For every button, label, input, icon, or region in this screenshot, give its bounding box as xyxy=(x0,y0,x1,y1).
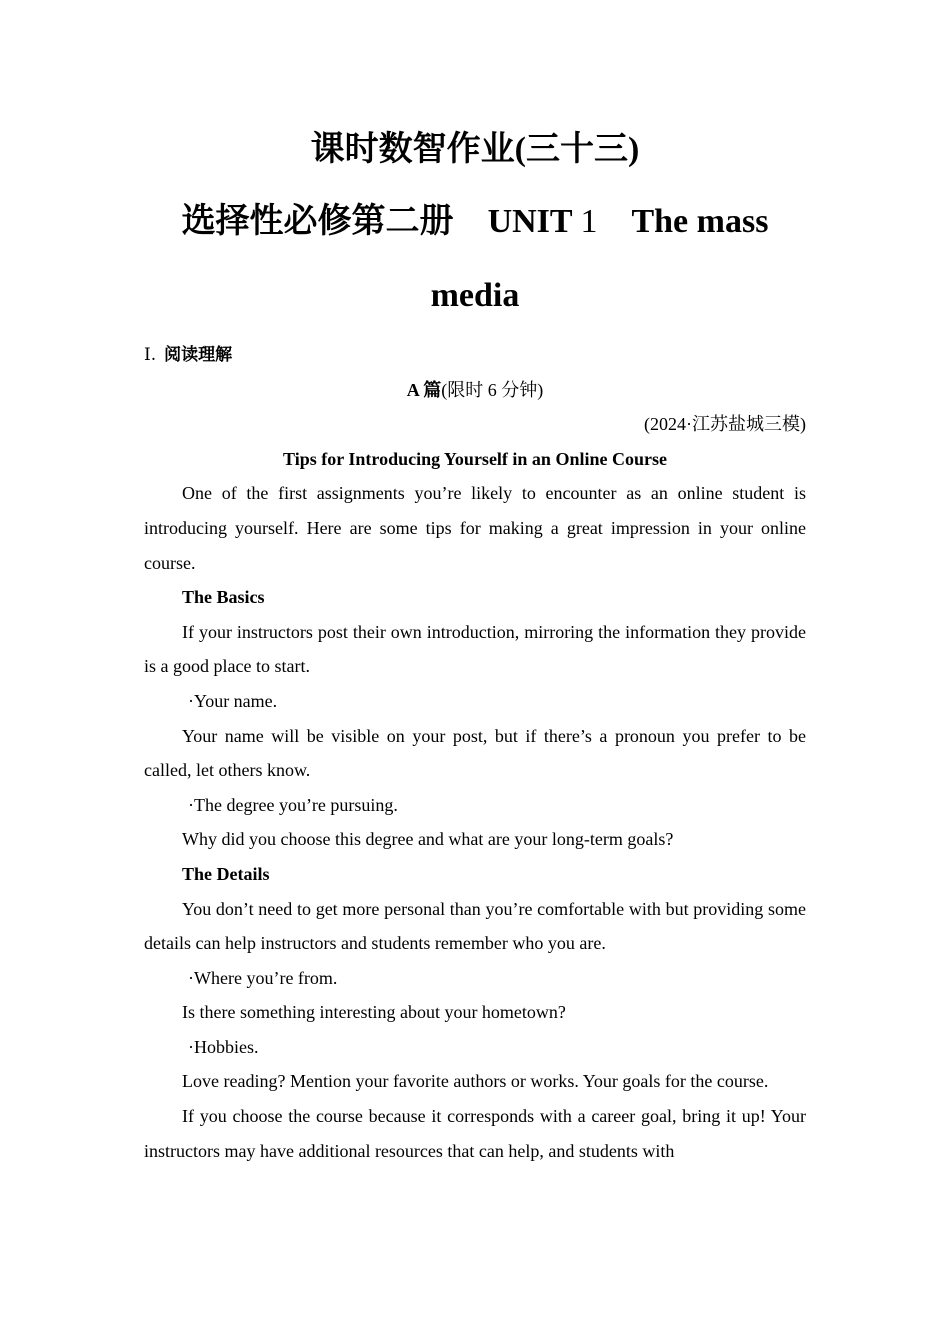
passage-title: Tips for Introducing Yourself in an Online Course xyxy=(283,448,667,469)
section-label: 阅读理解 xyxy=(164,345,233,365)
basics-paragraph: If your instructors post their own introduction, mirroring the information they provide is a good place to start. xyxy=(144,621,806,677)
name-paragraph: Your name will be visible on your post, but if there’s a pronoun you prefer to be called, let others know. xyxy=(144,725,806,781)
details-heading: The Details xyxy=(182,863,270,884)
bullet-name: ·Your name. xyxy=(188,690,278,711)
passage-label-line xyxy=(144,373,806,408)
section-numeral: Ⅰ. xyxy=(144,345,157,365)
unit-title-part2: media xyxy=(430,277,520,314)
passage-source: (2024·江苏盐城三模) xyxy=(644,414,806,435)
subtitle-line xyxy=(0,202,950,242)
page-title: 课时数智作业(三十三) xyxy=(310,131,640,168)
book-name: 选择性必修第二册 xyxy=(181,203,454,240)
intro-paragraph: One of the first assignments you’re likely to encounter as an online student is introducing yourself. Here are some tips for making a great impression in your online course. xyxy=(144,483,806,573)
goal-paragraph: If you choose the course because it corresponds with a career goal, bring it up! Your instructors may have additional resources that can help, and students with xyxy=(144,1106,806,1161)
bullet-where: ·Where you’re from. xyxy=(188,967,338,988)
unit-label: UNIT xyxy=(487,203,572,240)
bullet-hobbies: ·Hobbies. xyxy=(188,1036,259,1057)
degree-paragraph: Why did you choose this degree and what are your long-term goals? xyxy=(182,829,674,850)
unit-number: 1 xyxy=(580,203,598,240)
details-paragraph: You don’t need to get more personal than you’re comfortable with but providing some details can help instructors and students remember who you are. xyxy=(144,898,806,954)
where-paragraph: Is there something interesting about your hometown? xyxy=(182,1002,566,1023)
passage-label: A 篇 xyxy=(406,379,442,400)
hobbies-paragraph: Love reading? Mention your favorite authors or works. Your goals for the course. xyxy=(182,1071,769,1092)
section-heading xyxy=(144,338,806,373)
bullet-degree: ·The degree you’re pursuing. xyxy=(188,794,398,815)
time-limit: (限时 6 分钟) xyxy=(441,379,544,400)
unit-title-part1: The mass xyxy=(631,203,769,240)
document-body xyxy=(144,338,806,1168)
basics-heading: The Basics xyxy=(182,587,265,608)
